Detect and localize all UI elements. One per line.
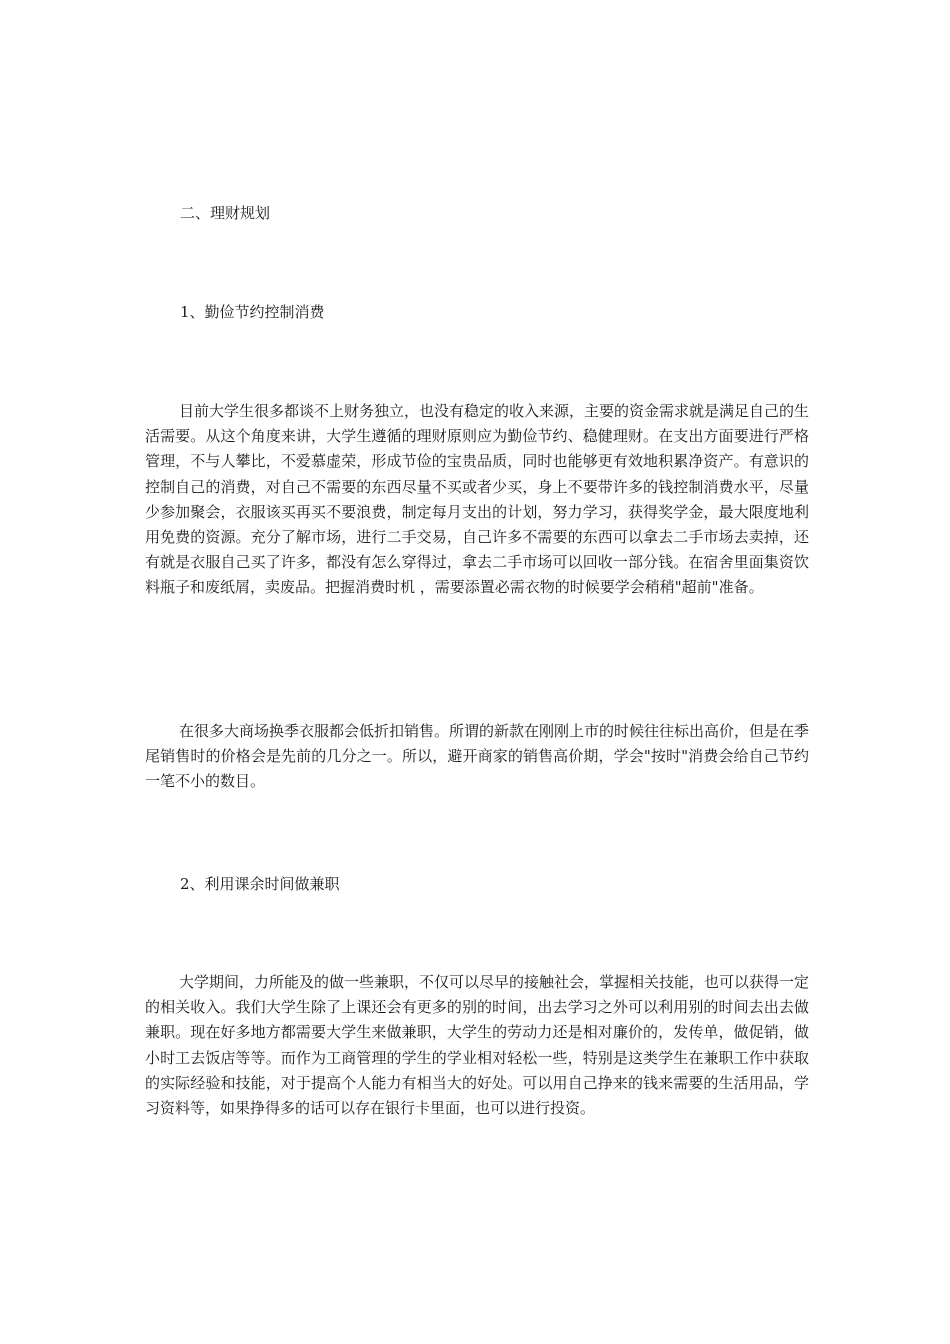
paragraph-frugal-spending: 目前大学生很多都谈不上财务独立，也没有稳定的收入来源，主要的资金需求就是满足自己的生活需要。从这个角度来讲，大学生遵循的理财原则应为勤俭节约、稳健理财。在支出方面要进行严格管理，不与人攀比，不爱慕虚荣，形成节俭的宝贵品质，同时也能够更有效地积累净资产。有意识的控制自己的消费，对自己不需要的东西尽量不买或者少买，身上不要带许多的钱控制消费水平，尽量少参加聚会，衣服该买再买不要浪费，制定每月支出的计划，努力学习，获得奖学金，最大限度地利用免费的资源。充分了解市场，进行二手交易，自己许多不需要的东西可以拿去二手市场去卖掉，还有就是衣服自己买了许多，都没有怎么穿得过，拿去二手市场可以回收一部分钱。在宿舍里面集资饮料瓶子和废纸屑，卖废品。把握消费时机 ，需要添置必需衣物的时候要学会稍稍"超前"准备。 xyxy=(145,402,810,597)
paragraph-part-time-job: 大学期间，力所能及的做一些兼职，不仅可以尽早的接触社会，掌握相关技能，也可以获得一定的相关收入。我们大学生除了上课还会有更多的别的时间，出去学习之外可以利用别的时间去出去做兼职。现在好多地方都需要大学生来做兼职，大学生的劳动力还是相对廉价的，发传单，做促销，做小时工去饭店等等。而作为工商管理的学生的学业相对轻松一些，特别是这类学生在兼职工作中获取的实际经验和技能，对于提高个人能力有相当大的好处。可以用自己挣来的钱来需要的生活用品，学习资料等，如果挣得多的话可以存在银行卡里面，也可以进行投资。 xyxy=(145,973,810,1118)
subsection-heading-2: 2、利用课余时间做兼职 xyxy=(180,875,340,893)
section-heading: 二、理财规划 xyxy=(180,204,271,222)
subsection-heading-1: 1、勤俭节约控制消费 xyxy=(180,303,325,321)
paragraph-seasonal-discount: 在很多大商场换季衣服都会低折扣销售。所谓的新款在刚刚上市的时候往往标出高价，但是在季尾销售时的价格会是先前的几分之一。所以，避开商家的销售高价期，学会"按时"消费会给自己节约一笔不小的数目。 xyxy=(145,722,810,791)
